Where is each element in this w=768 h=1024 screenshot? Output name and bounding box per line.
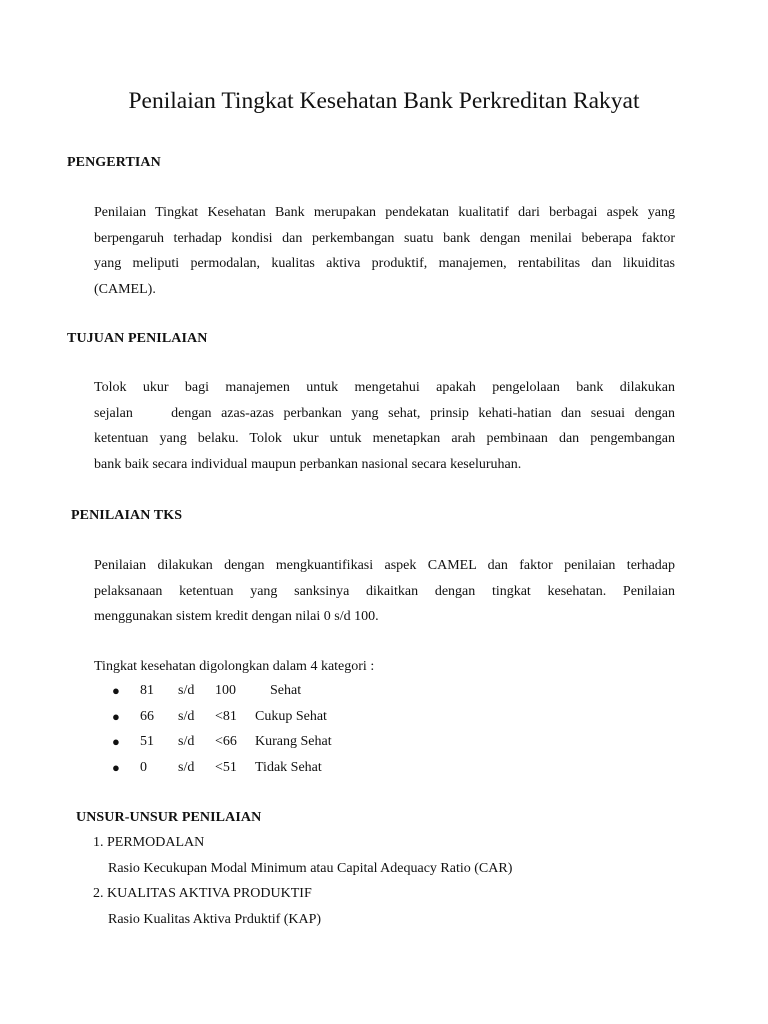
category-label: Kurang Sehat — [255, 734, 332, 749]
bullet-icon: ● — [112, 734, 120, 749]
document-title: Penilaian Tingkat Kesehatan Bank Perkreditan Rakyat — [128, 88, 640, 114]
range-to: <51 — [215, 759, 237, 775]
unsur-item-title: 1. PERMODALAN — [93, 835, 205, 850]
paragraph-line: berpengaruh terhadap kondisi dan perkembangan suatu bank dengan menilai beberapa faktor — [94, 230, 675, 246]
paragraph-line: Tolok ukur bagi manajemen untuk mengetahui apakah pengelolaan bank dilakukan — [94, 380, 675, 395]
categories-intro: Tingkat kesehatan digolongkan dalam 4 kategori : — [94, 659, 375, 674]
range-to: 100 — [215, 683, 236, 698]
range-from: 0 — [140, 759, 147, 775]
paragraph-line: ketentuan yang belaku. Tolok ukur untuk menetapkan arah pembinaan dan pengembangan — [94, 431, 675, 447]
paragraph-line: Penilaian Tingkat Kesehatan Bank merupakan pendekatan kualitatif dari berbagai aspek yang — [94, 205, 675, 220]
bullet-icon: ● — [112, 708, 120, 724]
bullet-icon: ● — [112, 683, 120, 698]
range-separator: s/d — [178, 734, 195, 749]
bullet-icon: ● — [112, 759, 120, 775]
category-label: Tidak Sehat — [255, 759, 322, 775]
paragraph-line: yang meliputi permodalan, kualitas aktiva produktif, manajemen, rentabilitas dan likuiditas — [94, 256, 675, 272]
heading-tujuan-penilaian: TUJUAN PENILAIAN — [67, 331, 208, 346]
paragraph-line: menggunakan sistem kredit dengan nilai 0 s/d 100. — [94, 609, 379, 625]
heading-pengertian: PENGERTIAN — [67, 155, 161, 170]
range-from: 66 — [140, 708, 154, 724]
range-to: <66 — [215, 734, 237, 749]
range-separator: s/d — [178, 759, 195, 775]
range-from: 51 — [140, 734, 154, 749]
range-separator: s/d — [178, 683, 195, 698]
unsur-item-desc: Rasio Kualitas Aktiva Prduktif (KAP) — [108, 912, 322, 927]
paragraph-line: sejalan dengan azas-azas perbankan yang sehat, prinsip kehati-hatian dan sesuai dengan — [94, 405, 675, 421]
unsur-item-desc: Rasio Kecukupan Modal Minimum atau Capital Adequacy Ratio (CAR) — [108, 861, 513, 876]
range-from: 81 — [140, 683, 154, 698]
category-label: Cukup Sehat — [255, 708, 327, 724]
range-separator: s/d — [178, 708, 195, 724]
unsur-item-title: 2. KUALITAS AKTIVA PRODUKTIF — [93, 886, 312, 901]
category-label: Sehat — [270, 683, 302, 698]
paragraph-line: (CAMEL). — [94, 281, 156, 297]
paragraph-tujuan — [94, 375, 675, 477]
range-to: <81 — [215, 708, 237, 724]
paragraph-line: Penilaian dilakukan dengan mengkuantifikasi aspek CAMEL dan faktor penilaian terhadap — [94, 558, 675, 573]
paragraph-line: pelaksanaan ketentuan yang sanksinya dikaitkan dengan tingkat kesehatan. Penilaian — [94, 583, 675, 599]
heading-penilaian-tks: PENILAIAN TKS — [71, 508, 183, 523]
paragraph-pengertian — [94, 200, 675, 302]
paragraph-penilaian-tks — [94, 553, 675, 630]
paragraph-line: bank baik secara individual maupun perbankan nasional secara keseluruhan. — [94, 456, 522, 472]
heading-unsur-penilaian: UNSUR-UNSUR PENILAIAN — [76, 810, 262, 825]
